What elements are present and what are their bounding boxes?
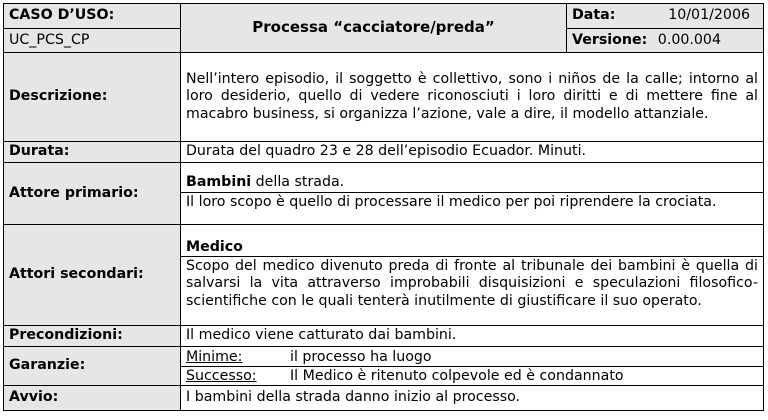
attori-secondari-label: Attori secondari: — [4, 225, 181, 326]
garanzie-minime — [181, 348, 763, 367]
use-case-table — [3, 3, 764, 411]
attore-primario-text: Il loro scopo è quello di processare il medico per poi riprendere la crociata. — [186, 194, 717, 211]
attori-secondari-text: Scopo del medico divenuto preda di fronte al tribunale dei bambini è quella di salvarsi la vita attraverso improbabili disquisizioni e speculazioni filosofico-scientifiche con le quali tenterà inutilmente di giustificare il suo operato. — [186, 257, 758, 309]
garanzie-label: Garanzie: — [4, 347, 181, 386]
use-case-title: Processa “cacciatore/preda” — [181, 4, 567, 53]
version-label: Versione: — [572, 31, 648, 48]
avvio-label: Avvio: — [4, 386, 181, 411]
attori-secondari-cell — [181, 225, 764, 326]
attore-primario-name-rest: della strada. — [251, 174, 345, 191]
garanzie-successo-label: Successo: — [186, 367, 257, 384]
version-cell — [567, 29, 764, 53]
precondizioni-text: Il medico viene catturato dai bambini. — [181, 326, 764, 347]
attore-primario-label: Attore primario: — [4, 163, 181, 225]
durata-text: Durata del quadro 23 e 28 dell’episodio Ecuador. Minuti. — [181, 142, 764, 163]
use-case-id: UC_PCS_CP — [4, 29, 181, 53]
date-value: 10/01/2006 — [668, 7, 750, 24]
version-value: 0.00.004 — [657, 31, 721, 48]
descrizione-text: Nell’intero episodio, il soggetto è collettivo, sono i niños de la calle; intorno al loro desiderio, quello di vedere riconosciuti i loro diritti e di mettere fine al macabro business, si organizza l’azione, vale a dire, il modello attanziale. — [181, 53, 764, 142]
durata-label: Durata: — [4, 142, 181, 163]
use-case-document — [3, 3, 763, 417]
garanzie-minime-label: Minime: — [186, 348, 243, 365]
precondizioni-label: Precondizioni: — [4, 326, 181, 347]
descrizione-label: Descrizione: — [4, 53, 181, 142]
garanzie-minime-text: il processo ha luogo — [290, 348, 432, 365]
attori-secondari-name: Medico — [181, 239, 763, 257]
garanzie-successo — [181, 367, 763, 385]
attore-primario-name — [181, 174, 763, 193]
attore-primario-name-bold: Bambini — [186, 174, 252, 191]
date-cell — [567, 4, 764, 29]
attore-primario-cell — [181, 163, 764, 225]
garanzie-successo-text: Il Medico è ritenuto colpevole ed è condannato — [290, 367, 624, 384]
garanzie-cell — [181, 347, 764, 386]
avvio-text: I bambini della strada danno inizio al processo. — [181, 386, 764, 411]
use-case-label: CASO D’USO: — [4, 4, 181, 29]
date-label: Data: — [572, 7, 616, 24]
